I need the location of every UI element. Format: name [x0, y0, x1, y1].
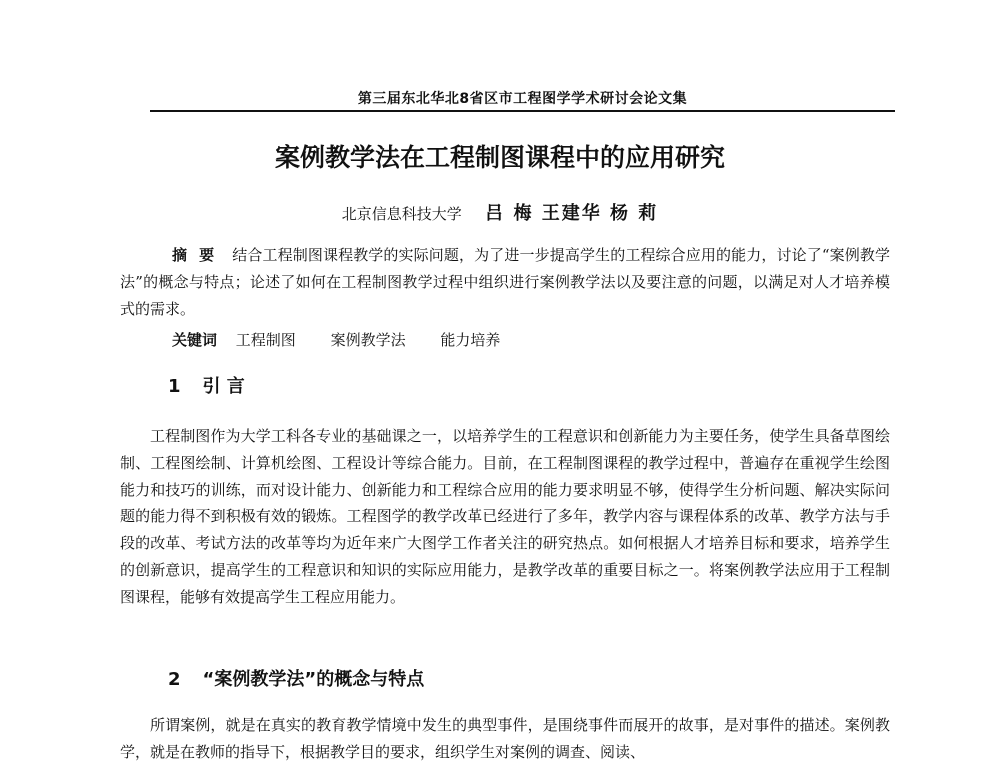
section-number: 2	[168, 669, 181, 690]
abstract	[120, 242, 890, 323]
keywords-label: 关键词	[172, 331, 218, 349]
author-names: 吕 梅 王建华 杨 莉	[485, 203, 659, 224]
section-title: 引 言	[202, 376, 245, 397]
keyword: 工程制图	[235, 331, 296, 349]
author-line	[0, 199, 1000, 225]
keywords	[120, 328, 890, 352]
paper-title: 案例教学法在工程制图课程中的应用研究	[274, 143, 725, 172]
section-heading-2	[168, 665, 424, 691]
section-title: “案例教学法”的概念与特点	[202, 669, 425, 690]
keyword: 案例教学法	[330, 331, 406, 349]
keyword: 能力培养	[440, 331, 501, 349]
abstract-label: 摘要	[172, 246, 227, 264]
section-1-paragraph: 工程制图作为大学工科各专业的基础课之一，以培养学生的工程意识和创新能力为主要任务，使学生具备草图绘制、工程图绘制、计算机绘图、工程设计等综合能力。目前，在工程制图课程的教学过程中，普遍存在重视学生绘图能力和技巧的训练，而对设计能力、创新能力和工程综合应用的能力要求明显不够，使得学生分析问题、解决实际问题的能力得不到积极有效的锻炼。工程图学的教学改革已经进行了多年，教学内容与课程体系的改革、教学方法与手段的改革、考试方法的改革等均为近年来广大图学工作者关注的研究热点。如何根据人才培养目标和要求，培养学生的创新意识，提高学生的工程意识和知识的实际应用能力，是教学改革的重要目标之一。将案例教学法应用于工程制图课程，能够有效提高学生工程应用能力。	[120, 427, 890, 606]
abstract-text: 结合工程制图课程教学的实际问题，为了进一步提高学生的工程综合应用的能力，讨论了“案例教学法”的概念与特点；论述了如何在工程制图教学过程中组织进行案例教学法以及要注意的问题，以满足对人才培养模式的需求。	[120, 246, 890, 318]
header-rule	[150, 110, 895, 112]
section-number: 1	[168, 376, 181, 397]
running-header: 第三届东北华北8省区市工程图学学术研讨会论文集	[357, 91, 688, 107]
institution: 北京信息科技大学	[341, 205, 462, 223]
section-heading-1	[168, 372, 245, 398]
section-2-paragraph: 所谓案例，就是在真实的教育教学情境中发生的典型事件，是围绕事件而展开的故事，是对事件的描述。案例教学，就是在教师的指导下，根据教学目的要求，组织学生对案例的调查、阅读、	[120, 716, 890, 761]
